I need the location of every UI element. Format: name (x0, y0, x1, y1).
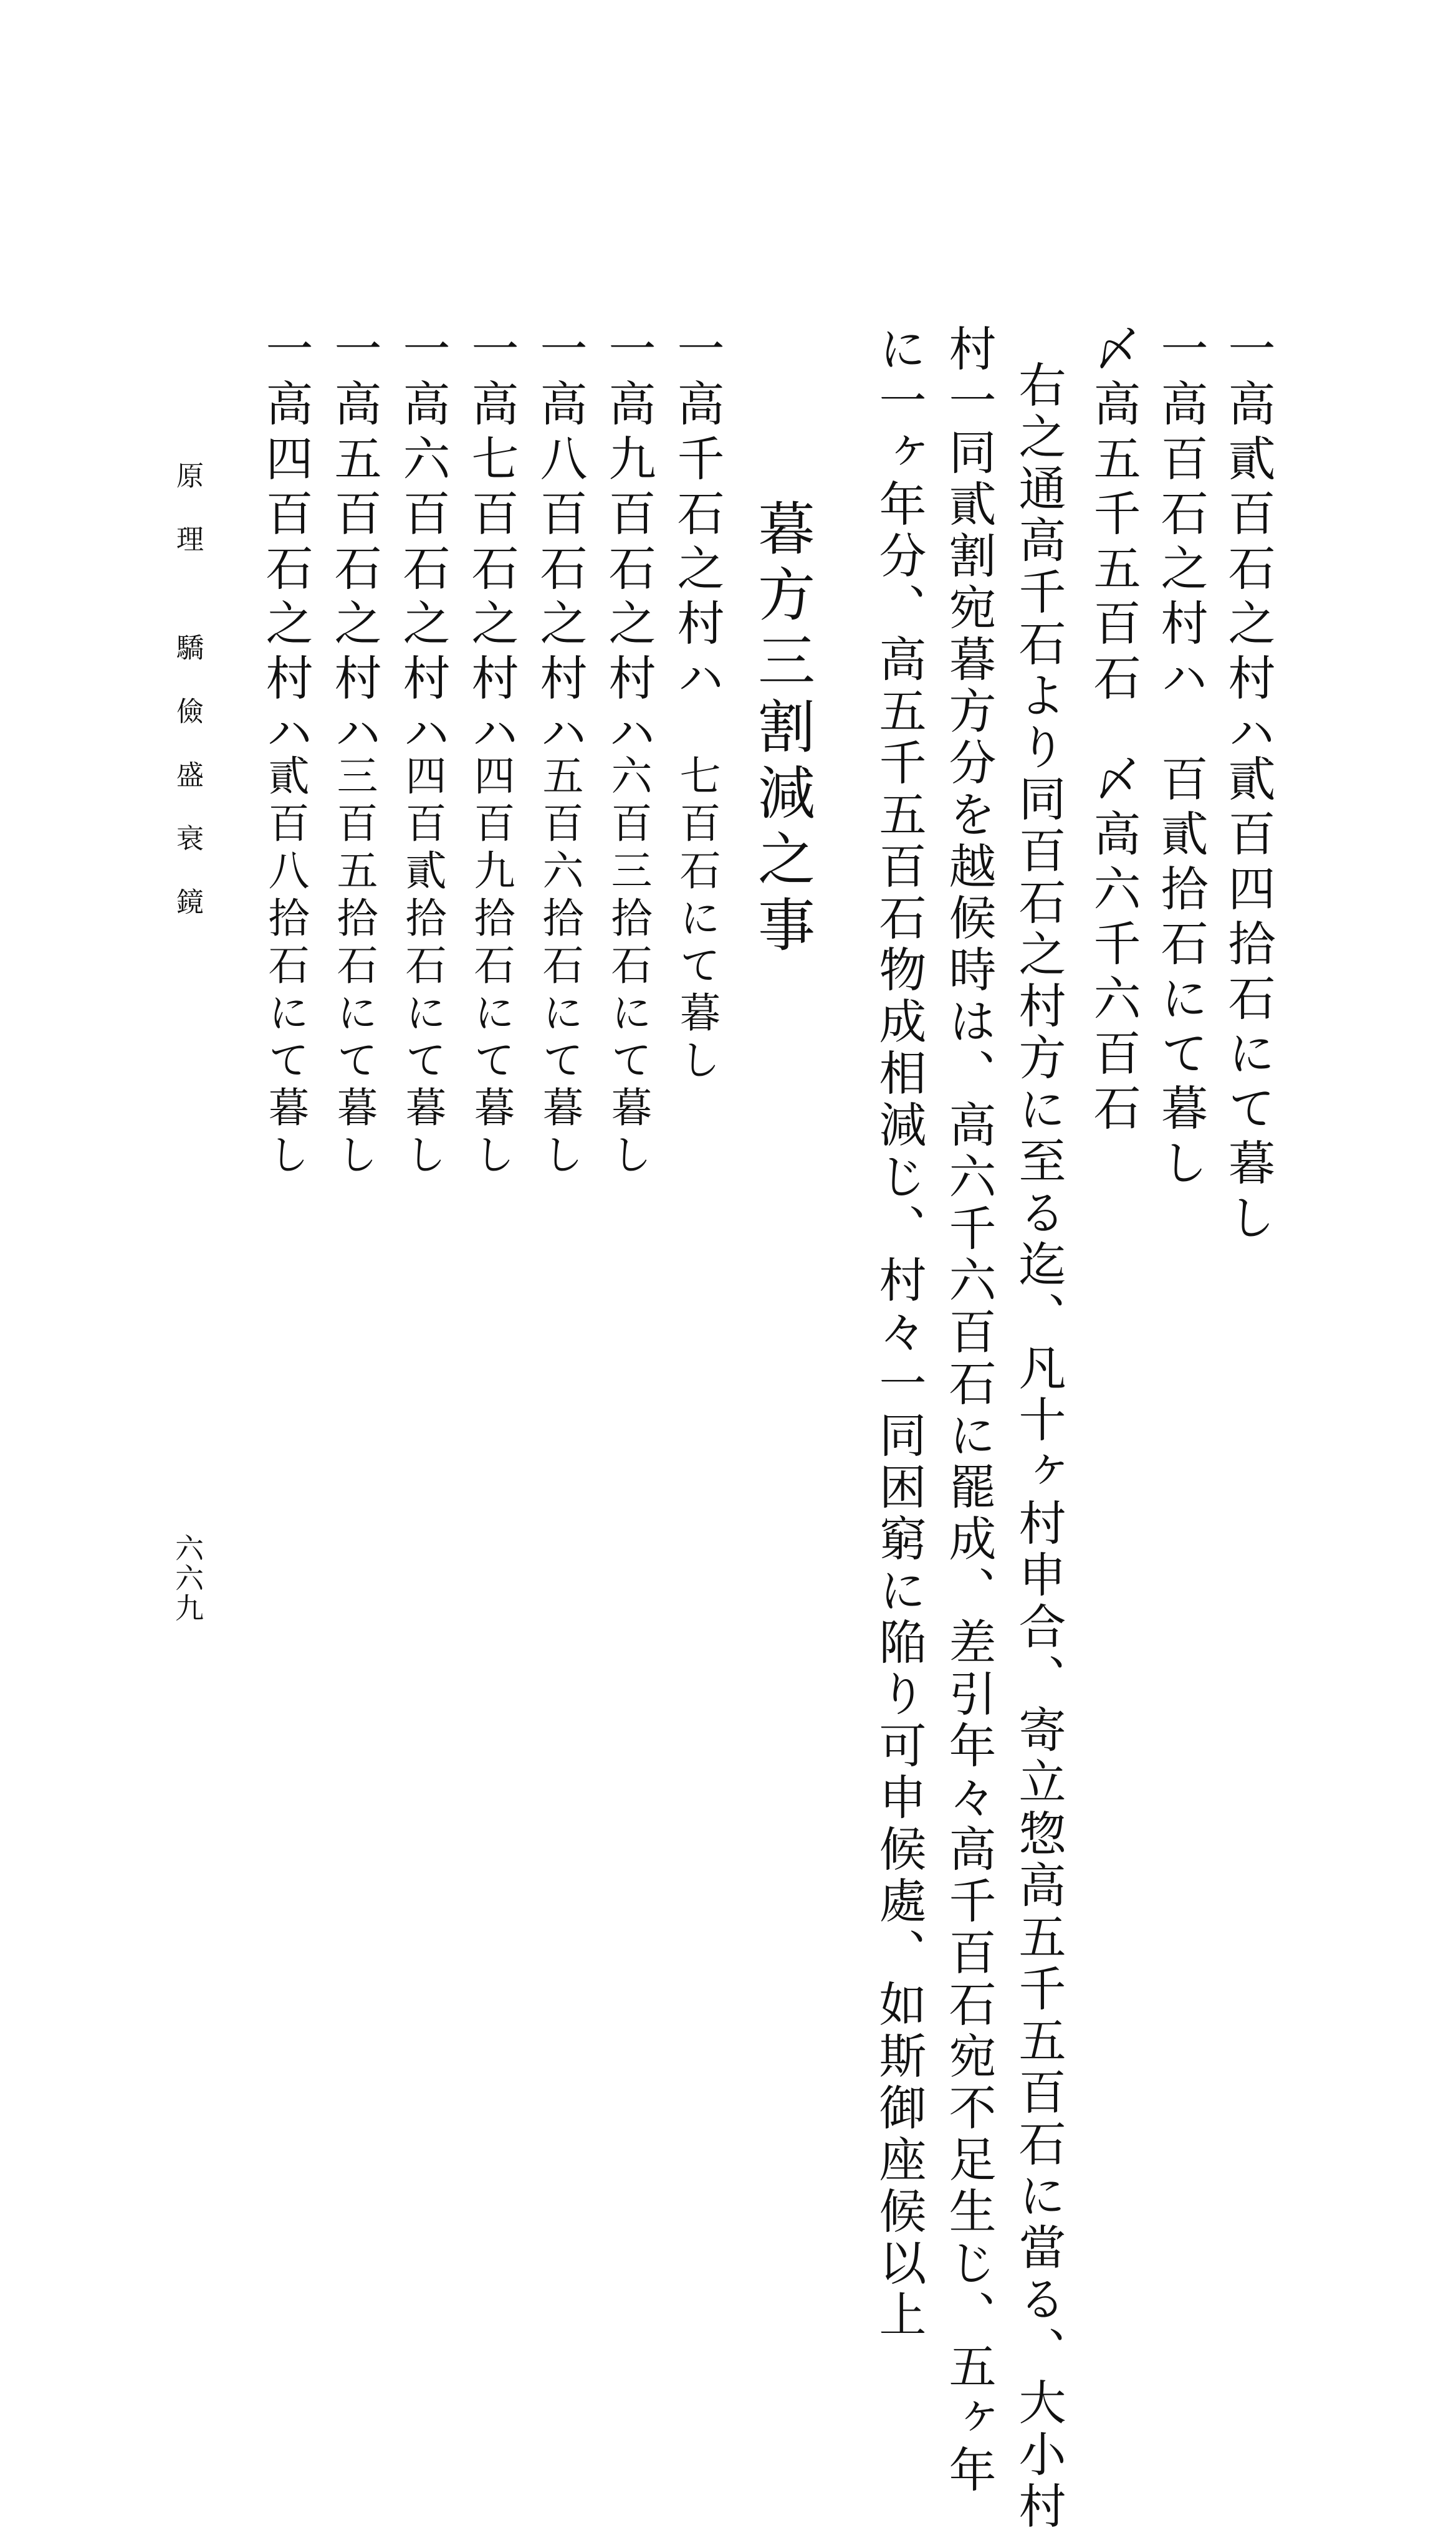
upper-row-3-left: 〆高五千五百石 (1086, 324, 1141, 708)
section-heading: 暮方三割減之事 (749, 499, 815, 961)
lower-row-4-right: 四百九拾石にて暮し (467, 754, 515, 1180)
lower-row-4-left: 一高七百石之村ハ (464, 324, 519, 763)
lower-row-5-left: 一高六百石之村ハ (395, 324, 451, 763)
upper-row-3-right: 〆高六千六百石 (1086, 754, 1141, 1138)
upper-row-1-left: 一高貳百石之村ハ (1220, 324, 1276, 763)
lower-row-2-right: 六百三拾石にて暮し (604, 754, 652, 1180)
lower-row-1-left: 一高千石之村ハ (669, 324, 725, 708)
paragraph-line-1: 右之通高千石より同百石之村方に至る迄、凡十ヶ村申合、寄立惣高五千五百石に當る、大小村 (1011, 360, 1066, 2533)
lower-row-1-right: 七百石にて暮し (673, 754, 721, 1086)
lower-row-2-left: 一高九百石之村ハ (601, 324, 656, 763)
lower-row-7-left: 一高四百石之村ハ (258, 324, 314, 763)
lower-row-6-left: 一高五百石之村ハ (327, 324, 382, 763)
lower-row-6-right: 三百五拾石にて暮し (330, 754, 378, 1180)
running-title: 原理 驕儉盛衰鏡 (171, 461, 203, 951)
paragraph-line-3: に一ヶ年分、高五千五百石物成相減じ、村々一同困窮に陥り可申候處、如斯御座候以上 (871, 324, 927, 2342)
page-number: 六六九 (171, 1533, 204, 1623)
upper-row-2-left: 一高百石之村ハ (1153, 324, 1209, 708)
lower-row-7-right: 貳百八拾石にて暮し (261, 754, 309, 1180)
lower-row-3-right: 五百六拾石にて暮し (535, 754, 583, 1180)
paragraph-line-2: 村一同貳割宛暮方分を越候時は、高六千六百石に罷成、差引年々高千百石宛不足生じ、五ヶ年 (941, 324, 997, 2497)
lower-row-5-right: 四百貳拾石にて暮し (398, 754, 446, 1180)
upper-row-1-right: 貳百四拾石にて暮し (1220, 754, 1276, 1248)
lower-row-3-left: 一高八百石之村ハ (532, 324, 588, 763)
upper-row-2-right: 百貳拾石にて暮し (1153, 754, 1209, 1193)
